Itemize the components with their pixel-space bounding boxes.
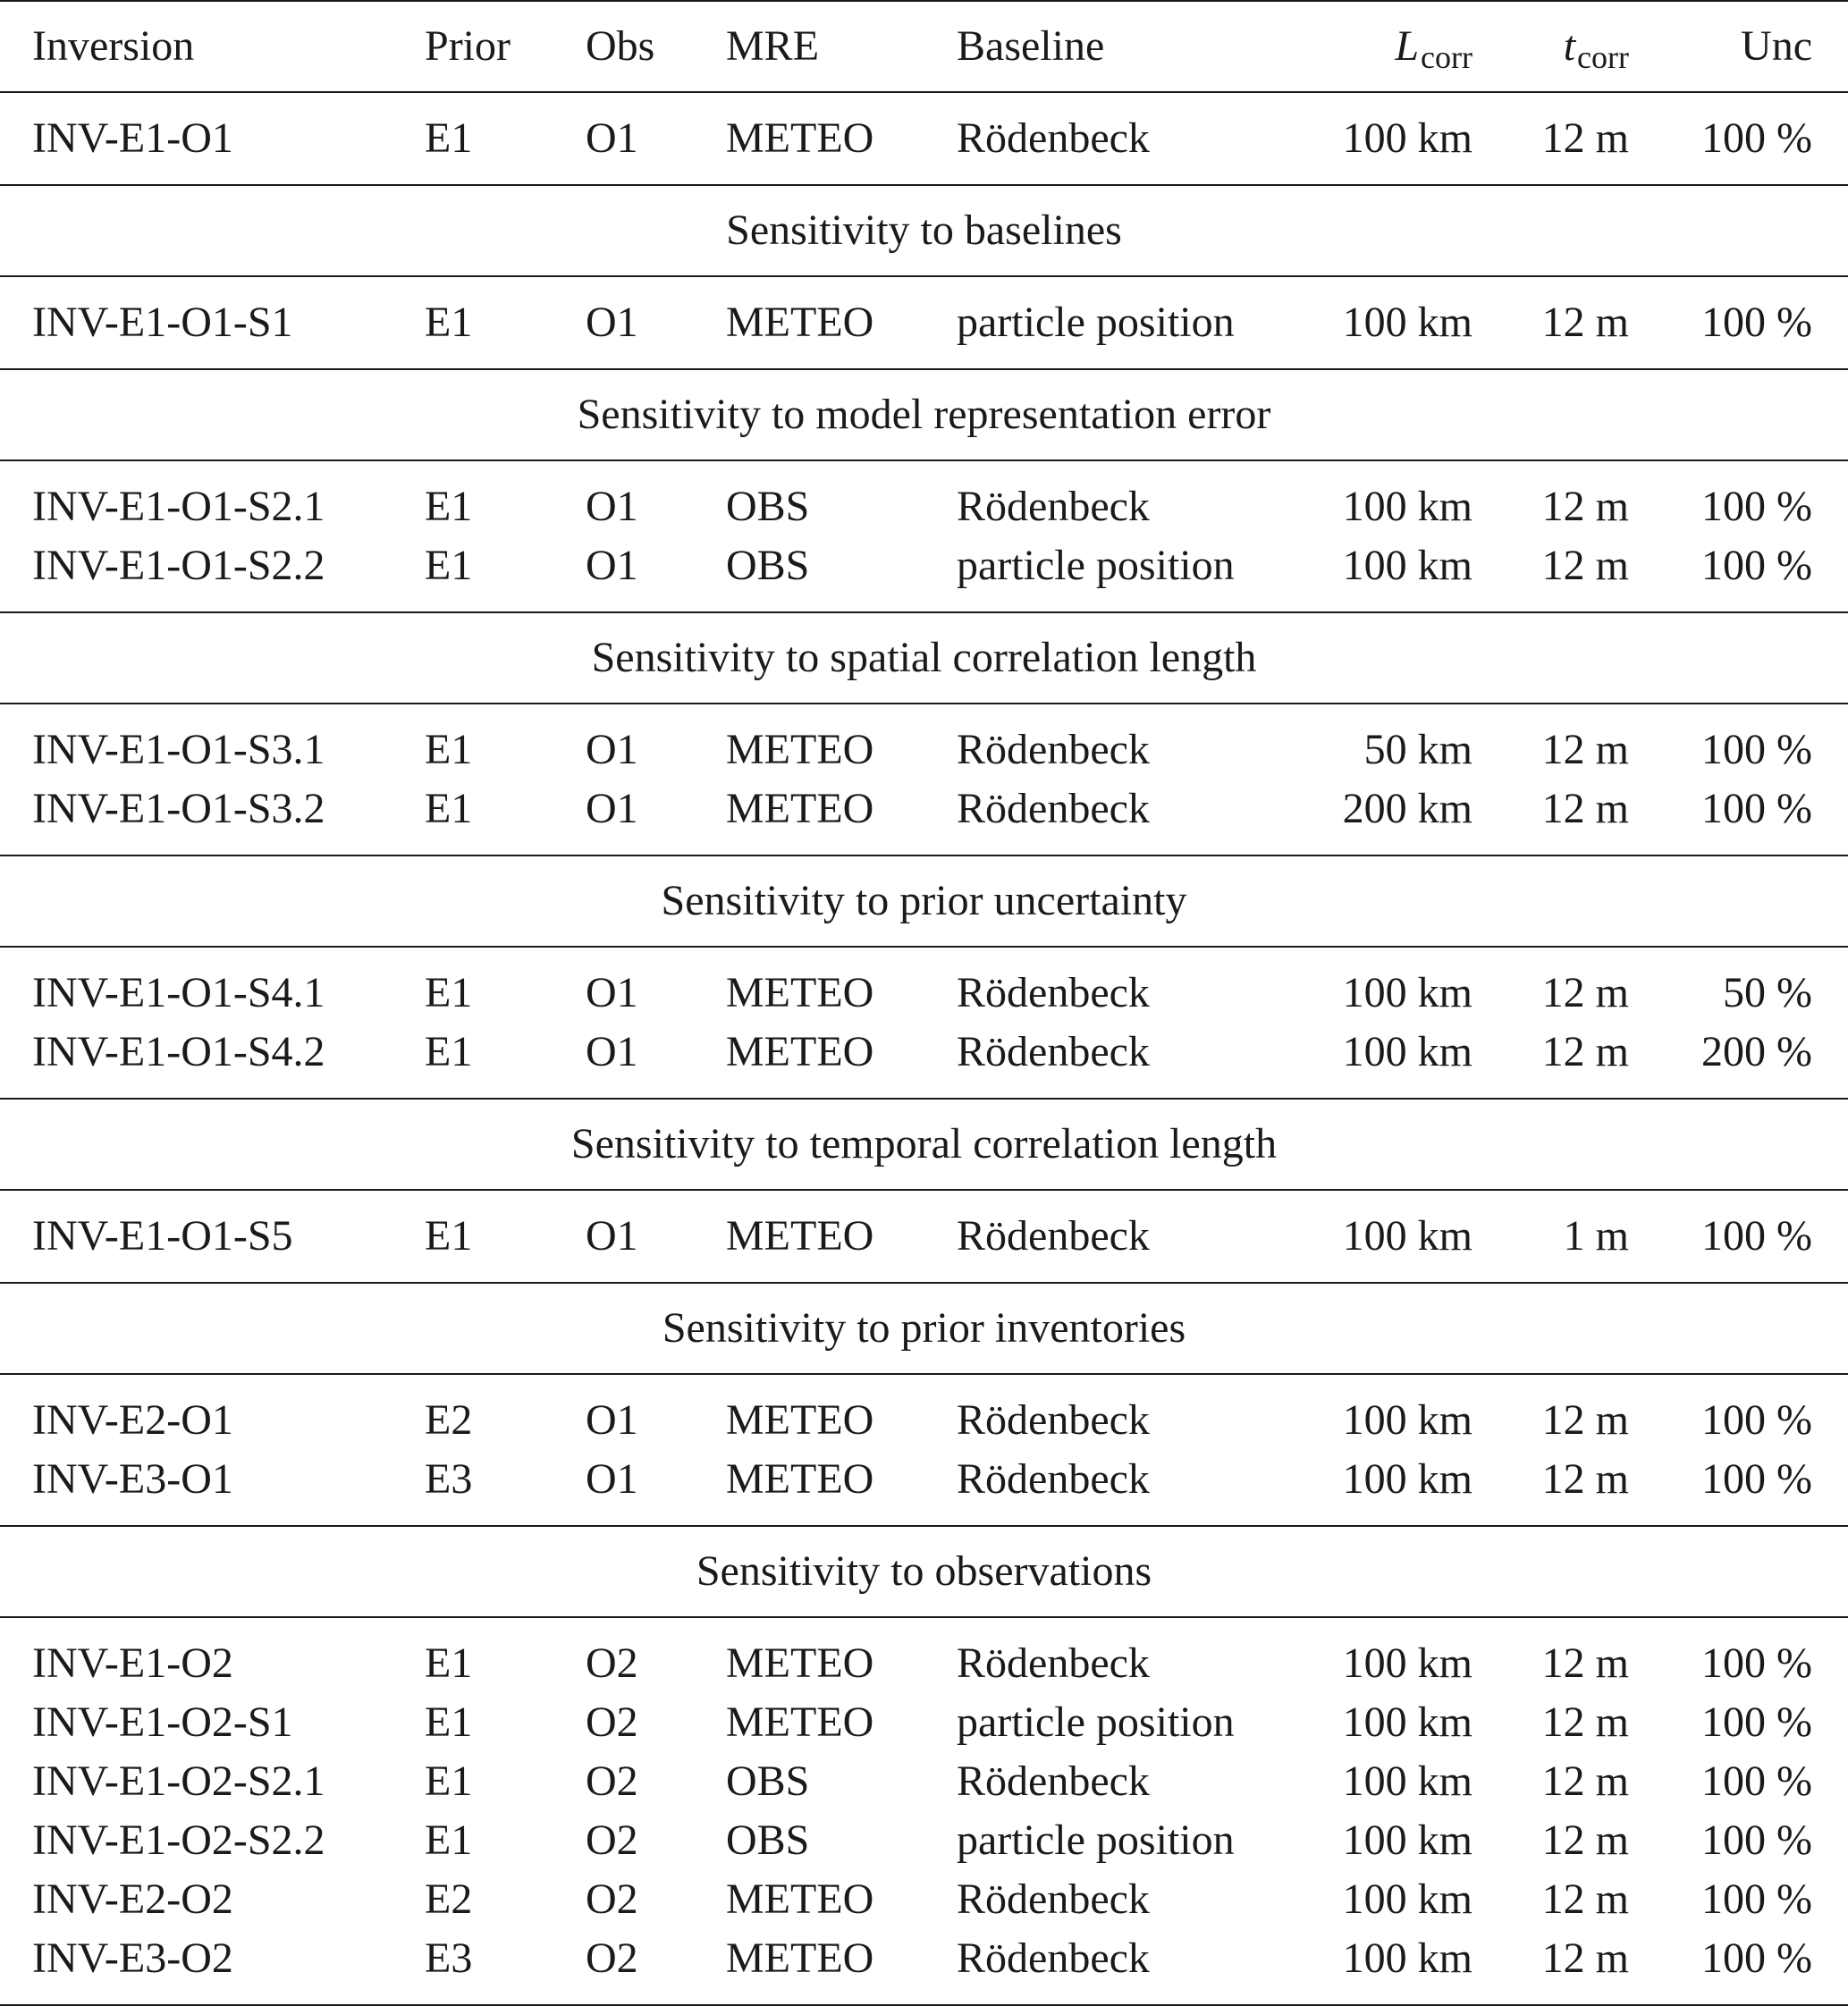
cell-inversion: INV-E1-O1-S3.2 <box>32 785 325 832</box>
cell-inversion: INV-E1-O1-S3.1 <box>32 726 325 773</box>
cell-tcorr: 1 m <box>1563 1212 1629 1260</box>
cell-unc: 100 % <box>1701 542 1812 589</box>
cell-tcorr: 12 m <box>1541 1639 1629 1687</box>
row-padding <box>0 461 1848 477</box>
row-padding <box>0 277 1848 293</box>
cell-unc: 50 % <box>1723 969 1812 1016</box>
cell-prior: E1 <box>425 1028 473 1075</box>
cell-inversion: INV-E1-O1-S1 <box>32 299 293 346</box>
row-padding <box>0 1509 1848 1525</box>
cell-tcorr: 12 m <box>1541 1455 1629 1503</box>
cell-baseline: Rödenbeck <box>957 1455 1150 1503</box>
table-row <box>0 536 1848 595</box>
cell-unc: 100 % <box>1701 1639 1812 1687</box>
cell-prior: E1 <box>425 1698 473 1746</box>
cell-inversion: INV-E1-O2 <box>32 1639 233 1687</box>
cell-mre: METEO <box>726 299 874 346</box>
table-row <box>0 1811 1848 1870</box>
row-padding <box>0 1618 1848 1634</box>
cell-mre: METEO <box>726 1396 874 1444</box>
header-baseline: Baseline <box>957 22 1105 70</box>
cell-unc: 100 % <box>1701 1455 1812 1503</box>
cell-prior: E2 <box>425 1396 473 1444</box>
cell-obs: O1 <box>586 1212 638 1260</box>
cell-baseline: Rödenbeck <box>957 1028 1150 1075</box>
cell-unc: 200 % <box>1701 1028 1812 1075</box>
cell-tcorr: 12 m <box>1541 1934 1629 1982</box>
cell-mre: METEO <box>726 1875 874 1923</box>
section-title: Sensitivity to observations <box>696 1547 1152 1595</box>
table-row <box>0 1391 1848 1450</box>
cell-baseline: Rödenbeck <box>957 726 1150 773</box>
header-prior: Prior <box>425 22 511 70</box>
header-mre: MRE <box>726 22 820 70</box>
row-padding <box>0 948 1848 964</box>
row-padding <box>0 93 1848 109</box>
cell-lcorr: 100 km <box>1342 542 1472 589</box>
cell-unc: 100 % <box>1701 726 1812 773</box>
cell-baseline: Rödenbeck <box>957 1875 1150 1923</box>
cell-prior: E1 <box>425 542 473 589</box>
cell-lcorr: 100 km <box>1342 1698 1472 1746</box>
cell-unc: 100 % <box>1701 1875 1812 1923</box>
cell-obs: O1 <box>586 726 638 773</box>
cell-baseline: particle position <box>957 1698 1235 1746</box>
cell-obs: O1 <box>586 969 638 1016</box>
cell-tcorr: 12 m <box>1541 969 1629 1016</box>
header-lcorr <box>1395 2 1472 94</box>
cell-lcorr: 100 km <box>1342 1028 1472 1075</box>
cell-unc: 100 % <box>1701 1698 1812 1746</box>
cell-baseline: Rödenbeck <box>957 1934 1150 1982</box>
cell-tcorr: 12 m <box>1541 785 1629 832</box>
cell-unc: 100 % <box>1701 785 1812 832</box>
header-obs: Obs <box>586 22 655 70</box>
cell-obs: O2 <box>586 1639 638 1687</box>
table-row <box>0 1752 1848 1811</box>
cell-lcorr: 100 km <box>1342 1875 1472 1923</box>
cell-lcorr: 100 km <box>1342 483 1472 530</box>
row-padding <box>0 595 1848 611</box>
row-padding <box>0 1988 1848 2004</box>
cell-tcorr: 12 m <box>1541 542 1629 589</box>
cell-mre: OBS <box>726 542 810 589</box>
cell-prior: E1 <box>425 726 473 773</box>
row-padding <box>0 839 1848 855</box>
cell-lcorr: 100 km <box>1342 1396 1472 1444</box>
cell-inversion: INV-E3-O1 <box>32 1455 233 1503</box>
cell-obs: O1 <box>586 785 638 832</box>
cell-inversion: INV-E1-O1-S5 <box>32 1212 293 1260</box>
row-padding <box>0 1082 1848 1098</box>
cell-lcorr: 50 km <box>1363 726 1472 773</box>
cell-inversion: INV-E3-O2 <box>32 1934 233 1982</box>
cell-inversion: INV-E1-O1-S2.1 <box>32 483 325 530</box>
cell-unc: 100 % <box>1701 1934 1812 1982</box>
section-title: Sensitivity to temporal correlation length <box>570 1120 1278 1167</box>
cell-mre: METEO <box>726 1028 874 1075</box>
cell-baseline: Rödenbeck <box>957 1212 1150 1260</box>
table-row <box>0 293 1848 352</box>
row-padding <box>0 168 1848 184</box>
table-row <box>0 1870 1848 1929</box>
cell-lcorr: 100 km <box>1342 969 1472 1016</box>
cell-baseline: Rödenbeck <box>957 483 1150 530</box>
cell-prior: E1 <box>425 114 473 162</box>
cell-obs: O1 <box>586 299 638 346</box>
cell-tcorr: 12 m <box>1541 1757 1629 1805</box>
row-padding <box>0 1375 1848 1391</box>
cell-baseline: particle position <box>957 1816 1235 1864</box>
cell-unc: 100 % <box>1701 1396 1812 1444</box>
cell-lcorr: 100 km <box>1342 1212 1472 1260</box>
cell-inversion: INV-E1-O2-S2.1 <box>32 1757 325 1805</box>
section-title: Sensitivity to model representation error <box>577 391 1271 438</box>
cell-prior: E1 <box>425 969 473 1016</box>
lcorr-symbol: L <box>1395 22 1420 70</box>
cell-tcorr: 12 m <box>1541 483 1629 530</box>
cell-lcorr: 100 km <box>1342 1816 1472 1864</box>
section-title: Sensitivity to baselines <box>726 206 1122 254</box>
table-header <box>0 2 1848 91</box>
cell-tcorr: 12 m <box>1541 1875 1629 1923</box>
cell-prior: E1 <box>425 1757 473 1805</box>
cell-lcorr: 100 km <box>1342 1934 1472 1982</box>
cell-tcorr: 12 m <box>1541 299 1629 346</box>
cell-baseline: particle position <box>957 542 1235 589</box>
cell-mre: METEO <box>726 114 874 162</box>
cell-obs: O1 <box>586 1028 638 1075</box>
cell-prior: E1 <box>425 1212 473 1260</box>
cell-unc: 100 % <box>1701 114 1812 162</box>
cell-obs: O1 <box>586 1396 638 1444</box>
cell-obs: O1 <box>586 114 638 162</box>
cell-prior: E3 <box>425 1455 473 1503</box>
cell-baseline: Rödenbeck <box>957 969 1150 1016</box>
cell-obs: O2 <box>586 1816 638 1864</box>
table-row <box>0 964 1848 1023</box>
cell-unc: 100 % <box>1701 1757 1812 1805</box>
cell-obs: O1 <box>586 1455 638 1503</box>
cell-tcorr: 12 m <box>1541 1698 1629 1746</box>
table-body <box>0 93 1848 2006</box>
cell-mre: OBS <box>726 1816 810 1864</box>
cell-obs: O2 <box>586 1934 638 1982</box>
cell-prior: E1 <box>425 1816 473 1864</box>
row-padding <box>0 1191 1848 1207</box>
section-title: Sensitivity to prior uncertainty <box>661 877 1187 924</box>
cell-obs: O1 <box>586 542 638 589</box>
lcorr-subscript: corr <box>1421 39 1472 75</box>
cell-inversion: INV-E1-O1 <box>32 114 233 162</box>
cell-inversion: INV-E2-O2 <box>32 1875 233 1923</box>
cell-tcorr: 12 m <box>1541 1396 1629 1444</box>
table-row <box>0 1023 1848 1082</box>
section-title: Sensitivity to prior inventories <box>662 1304 1186 1352</box>
cell-baseline: particle position <box>957 299 1235 346</box>
header-unc: Unc <box>1741 22 1812 70</box>
cell-lcorr: 100 km <box>1342 1639 1472 1687</box>
cell-mre: METEO <box>726 785 874 832</box>
cell-lcorr: 100 km <box>1342 114 1472 162</box>
cell-prior: E1 <box>425 1639 473 1687</box>
cell-prior: E1 <box>425 299 473 346</box>
header-tcorr <box>1564 2 1629 94</box>
row-padding <box>0 1266 1848 1282</box>
cell-baseline: Rödenbeck <box>957 1639 1150 1687</box>
cell-mre: METEO <box>726 1455 874 1503</box>
cell-obs: O2 <box>586 1875 638 1923</box>
tcorr-subscript: corr <box>1577 39 1629 75</box>
table-row <box>0 1207 1848 1266</box>
table-row <box>0 721 1848 780</box>
cell-prior: E2 <box>425 1875 473 1923</box>
cell-mre: METEO <box>726 1212 874 1260</box>
table-row <box>0 1929 1848 1988</box>
header-inversion: Inversion <box>32 22 195 70</box>
cell-unc: 100 % <box>1701 1816 1812 1864</box>
cell-tcorr: 12 m <box>1541 726 1629 773</box>
section-title: Sensitivity to spatial correlation length <box>591 634 1257 681</box>
cell-mre: METEO <box>726 1934 874 1982</box>
cell-baseline: Rödenbeck <box>957 1757 1150 1805</box>
cell-mre: OBS <box>726 483 810 530</box>
cell-baseline: Rödenbeck <box>957 785 1150 832</box>
cell-tcorr: 12 m <box>1541 1028 1629 1075</box>
cell-mre: METEO <box>726 969 874 1016</box>
table-row <box>0 1693 1848 1752</box>
cell-mre: METEO <box>726 726 874 773</box>
cell-unc: 100 % <box>1701 299 1812 346</box>
cell-prior: E3 <box>425 1934 473 1982</box>
cell-tcorr: 12 m <box>1541 114 1629 162</box>
cell-inversion: INV-E1-O1-S4.2 <box>32 1028 325 1075</box>
cell-baseline: Rödenbeck <box>957 114 1150 162</box>
cell-inversion: INV-E1-O1-S4.1 <box>32 969 325 1016</box>
cell-mre: OBS <box>726 1757 810 1805</box>
cell-mre: METEO <box>726 1639 874 1687</box>
cell-obs: O2 <box>586 1757 638 1805</box>
cell-lcorr: 100 km <box>1342 1757 1472 1805</box>
row-padding <box>0 704 1848 721</box>
cell-mre: METEO <box>726 1698 874 1746</box>
cell-lcorr: 100 km <box>1342 299 1472 346</box>
cell-prior: E1 <box>425 483 473 530</box>
cell-inversion: INV-E1-O2-S2.2 <box>32 1816 325 1864</box>
cell-unc: 100 % <box>1701 483 1812 530</box>
table-row <box>0 1450 1848 1509</box>
cell-prior: E1 <box>425 785 473 832</box>
cell-unc: 100 % <box>1701 1212 1812 1260</box>
row-padding <box>0 352 1848 368</box>
cell-baseline: Rödenbeck <box>957 1396 1150 1444</box>
table-row <box>0 780 1848 839</box>
cell-obs: O1 <box>586 483 638 530</box>
table-row <box>0 109 1848 168</box>
cell-inversion: INV-E1-O1-S2.2 <box>32 542 325 589</box>
cell-tcorr: 12 m <box>1541 1816 1629 1864</box>
cell-lcorr: 100 km <box>1342 1455 1472 1503</box>
cell-inversion: INV-E1-O2-S1 <box>32 1698 293 1746</box>
table-row <box>0 477 1848 536</box>
tcorr-symbol: t <box>1563 22 1576 70</box>
table-row <box>0 1634 1848 1693</box>
cell-lcorr: 200 km <box>1342 785 1472 832</box>
cell-obs: O2 <box>586 1698 638 1746</box>
cell-inversion: INV-E2-O1 <box>32 1396 233 1444</box>
